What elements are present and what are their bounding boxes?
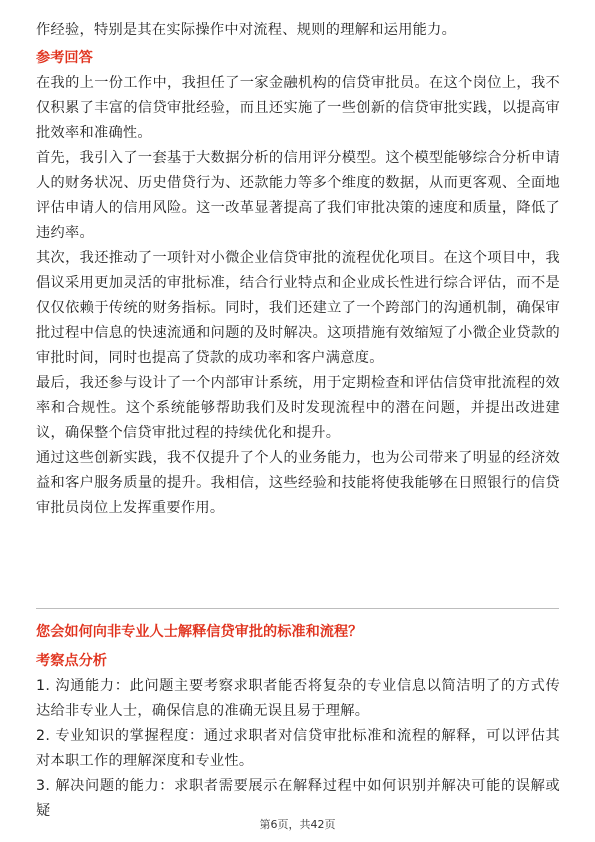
answer-paragraph: 其次，我还推动了一项针对小微企业信贷审批的流程优化项目。在这个项目中，我倡议采用更加灵活的审批标准，结合行业特点和企业成长性进行综合评估，而不是仅仅依赖于传统的财务指标。同时，我们还建立了一个跨部门的沟通机制，确保审批过程中信息的快速流通和问题的及时解决。这项措施有效缩短了小微企业贷款的审批时间，同时也提高了贷款的成功率和客户满意度。: [36, 250, 560, 366]
analysis-item: 2. 专业知识的掌握程度：通过求职者对信贷审批标准和流程的解释，可以评估其对本职工作的理解深度和专业性。: [36, 728, 560, 769]
analysis-item: 1. 沟通能力：此问题主要考察求职者能否将复杂的专业信息以简洁明了的方式传达给非专业人士，确保信息的准确无误且易于理解。: [36, 678, 560, 719]
top-text: 作经验，特别是其在实际操作中对流程、规则的理解和运用能力。: [36, 22, 457, 38]
question-title: 您会如何向非专业人士解释信贷审批的标准和流程？: [36, 624, 363, 640]
section-divider: [36, 608, 559, 609]
answer-paragraph: 首先，我引入了一套基于大数据分析的信用评分模型。这个模型能够综合分析申请人的财务状况、历史借贷行为、还款能力等多个维度的数据，从而更客观、全面地评估申请人的信用风险。这一改革显著提高了我们审批决策的速度和质量，降低了违约率。: [36, 150, 560, 241]
question-section: [36, 620, 560, 824]
answer-heading: 参考回答: [36, 50, 93, 66]
answer-paragraph: 在我的上一份工作中，我担任了一家金融机构的信贷审批员。在这个岗位上，我不仅积累了丰富的信贷审批经验，而且还实施了一些创新的信贷审批实践，以提高审批效率和准确性。: [36, 75, 560, 141]
page-number: 第6页，共42页: [259, 818, 336, 831]
page-body: [36, 18, 560, 521]
analysis-item: 3. 解决问题的能力：求职者需要展示在解释过程中如何识别并解决可能的误解或疑: [36, 778, 560, 819]
answer-paragraph: 通过这些创新实践，我不仅提升了个人的业务能力，也为公司带来了明显的经济效益和客户服务质量的提升。我相信，这些经验和技能将使我能够在日照银行的信贷审批员岗位上发挥重要作用。: [36, 450, 560, 516]
analysis-heading: 考察点分析: [36, 653, 107, 669]
answer-paragraph: 最后，我还参与设计了一个内部审计系统，用于定期检查和评估信贷审批流程的效率和合规性。这个系统能够帮助我们及时发现流程中的潜在问题，并提出改进建议，确保整个信贷审批过程的持续优化和提升。: [36, 375, 560, 441]
